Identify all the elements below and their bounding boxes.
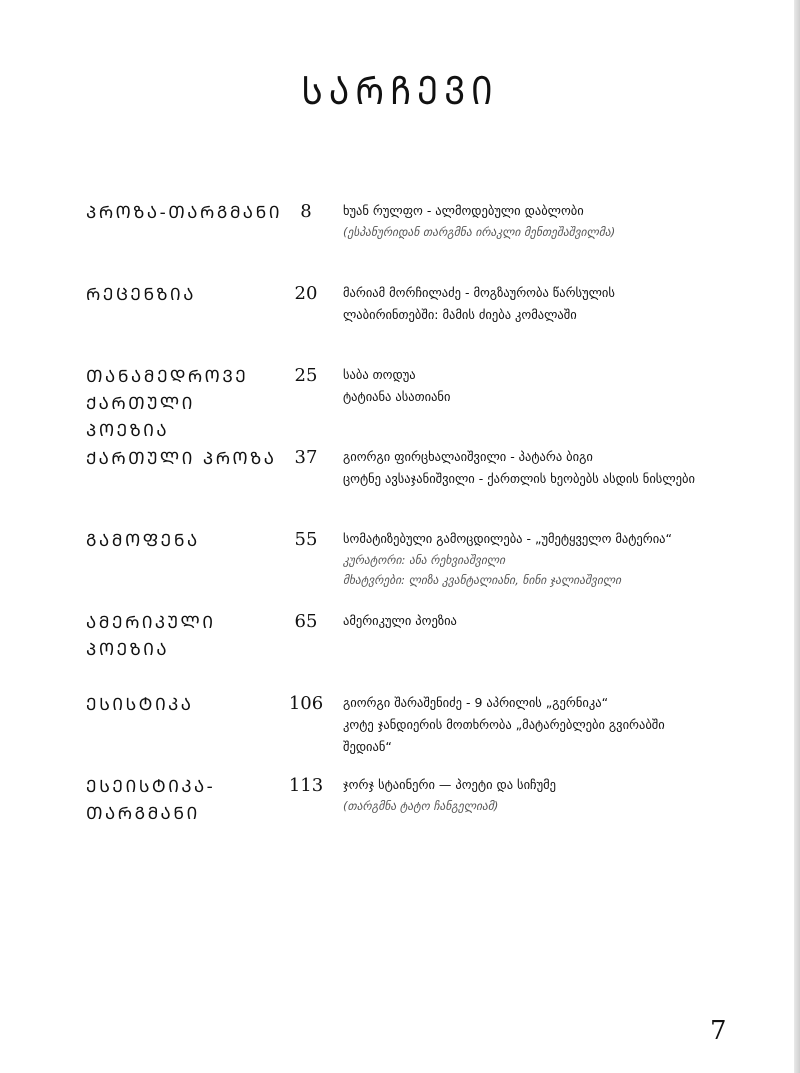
toc-item-line: მარიამ მორჩილაძე - მოგზაურობა წარსულის xyxy=(343,285,615,300)
toc-section-title: ᲒᲐᲛᲝᲤᲔᲜᲐ xyxy=(86,531,200,551)
toc-item-line: ლაბირინთებში: მამის ძიება კომალაში xyxy=(343,307,577,322)
toc-item-line: ტატიანა ასათიანი xyxy=(343,389,451,404)
toc-items xyxy=(343,692,783,758)
toc-item-note: მხატვრები: ლიზა კვანტალიანი, ნინი ჯალიაშვილი xyxy=(343,573,622,587)
toc-section-title: ᲐᲛᲔᲠᲘᲙᲣᲚᲘ ᲞᲝᲔᲖᲘᲐ xyxy=(86,613,216,660)
toc-item-line: ცოტნე ავსაჯანიშვილი - ქართლის ხეობებს ასდის ნისლები xyxy=(343,471,695,486)
toc-item-note: (ესპანურიდან თარგმნა ირაკლი მენთეშაშვილმა) xyxy=(343,225,616,239)
toc-section-title: ᲔᲡᲔᲘᲡᲢᲘᲙᲐ- ᲗᲐᲠᲒᲛᲐᲜᲘ xyxy=(86,777,216,824)
toc-item-line: სომატიზებული გამოცდილება - „უმეტყველო მატერია“ xyxy=(343,531,673,546)
toc-section-title: ᲠᲔᲪᲔᲜᲖᲘᲐ xyxy=(86,285,196,305)
toc-section-title: ᲗᲐᲜᲐᲛᲔᲓᲠᲝᲕᲔ ᲥᲐᲠᲗᲣᲚᲘ ᲞᲝᲔᲖᲘᲐ xyxy=(86,367,249,441)
toc-items xyxy=(343,446,783,490)
page-title: ᲡᲐᲠᲩᲔᲕᲘ xyxy=(301,68,499,115)
toc-item-line: გიორგი ფირცხალაიშვილი - პატარა ბიგი xyxy=(343,449,593,464)
toc-page-number: 106 xyxy=(288,693,324,714)
toc-page-number: 8 xyxy=(300,201,312,222)
toc-section-title: ᲞᲠᲝᲖᲐ-ᲗᲐᲠᲒᲛᲐᲜᲘ xyxy=(86,203,283,223)
toc-page-number: 65 xyxy=(294,611,318,632)
page-number: 7 xyxy=(710,1016,727,1046)
toc-items xyxy=(343,282,783,326)
toc-items xyxy=(343,774,783,816)
toc-items xyxy=(343,200,783,242)
toc-item-line: გიორგი შარაშენიძე - 9 აპრილის „გერნიკა“ xyxy=(343,695,609,710)
toc-page-number: 20 xyxy=(294,283,318,304)
toc-items xyxy=(343,528,783,590)
toc-item-line: შედიან“ xyxy=(343,739,392,754)
toc-items xyxy=(343,610,783,632)
page-edge-shadow xyxy=(794,0,800,1073)
toc-item-line: ჯორჯ სტაინერი — პოეტი და სიჩუმე xyxy=(343,777,557,792)
toc-item-line: საბა თოდუა xyxy=(343,367,416,382)
toc-section-title: ᲥᲐᲠᲗᲣᲚᲘ ᲞᲠᲝᲖᲐ xyxy=(86,449,277,469)
toc-item-line: ხუან რულფო - ალმოდებული დაბლობი xyxy=(343,203,584,218)
toc-item-note: (თარგმნა ტატო ჩანგელიამ) xyxy=(343,799,499,813)
toc-items xyxy=(343,364,783,408)
toc-item-note: კურატორი: ანა რეხვიაშვილი xyxy=(343,553,506,567)
toc-item-line: კოტე ჯანდიერის მოთხრობა „მატარებლები გვირაბში xyxy=(343,717,665,732)
toc-page-number: 113 xyxy=(288,775,324,796)
toc-page-number: 37 xyxy=(294,447,318,468)
toc-item-line: ამერიკული პოეზია xyxy=(343,613,457,628)
toc-section-title: ᲔᲡᲘᲡᲢᲘᲙᲐ xyxy=(86,695,194,715)
toc-page-number: 55 xyxy=(294,529,318,550)
toc-page-number: 25 xyxy=(294,365,318,386)
